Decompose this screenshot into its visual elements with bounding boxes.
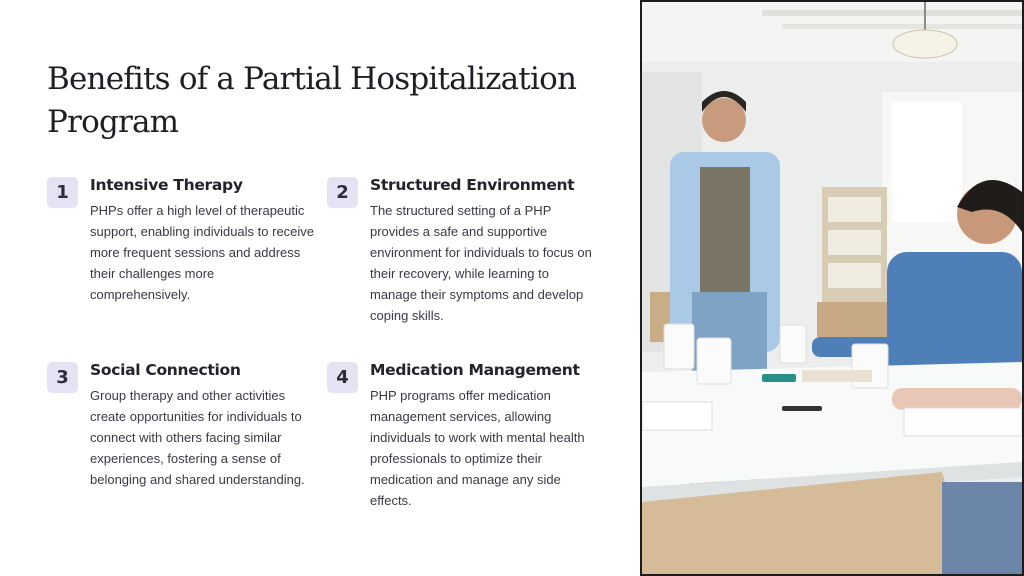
benefit-heading: Social Connection <box>90 361 241 379</box>
benefit-description: PHP programs offer medication management services, allowing individuals to work with mental health professionals to optimize their medication and manage any side effects. <box>370 388 585 508</box>
number-badge: 1 <box>47 177 78 208</box>
benefit-description: PHPs offer a high level of therapeutic support, enabling individuals to receive more frequent sessions and address their challenges more comprehensively. <box>90 203 315 302</box>
number-badge: 2 <box>327 177 358 208</box>
photo-illustration <box>642 2 1022 574</box>
page-title: Benefits of a Partial Hospitalization Program <box>47 61 577 140</box>
group-therapy-photo <box>640 0 1024 576</box>
number-badge: 4 <box>327 362 358 393</box>
benefit-heading: Intensive Therapy <box>90 176 243 194</box>
benefit-heading: Structured Environment <box>370 176 575 194</box>
benefit-description: Group therapy and other activities create opportunities for individuals to connect with others facing similar experiences, fostering a sense of belonging and shared understanding. <box>90 388 305 487</box>
benefit-heading: Medication Management <box>370 361 580 379</box>
benefit-description: The structured setting of a PHP provides a safe and supportive environment for individuals to focus on their recovery, while learning to manage their symptoms and develop coping skills. <box>370 203 592 323</box>
number-badge: 3 <box>47 362 78 393</box>
